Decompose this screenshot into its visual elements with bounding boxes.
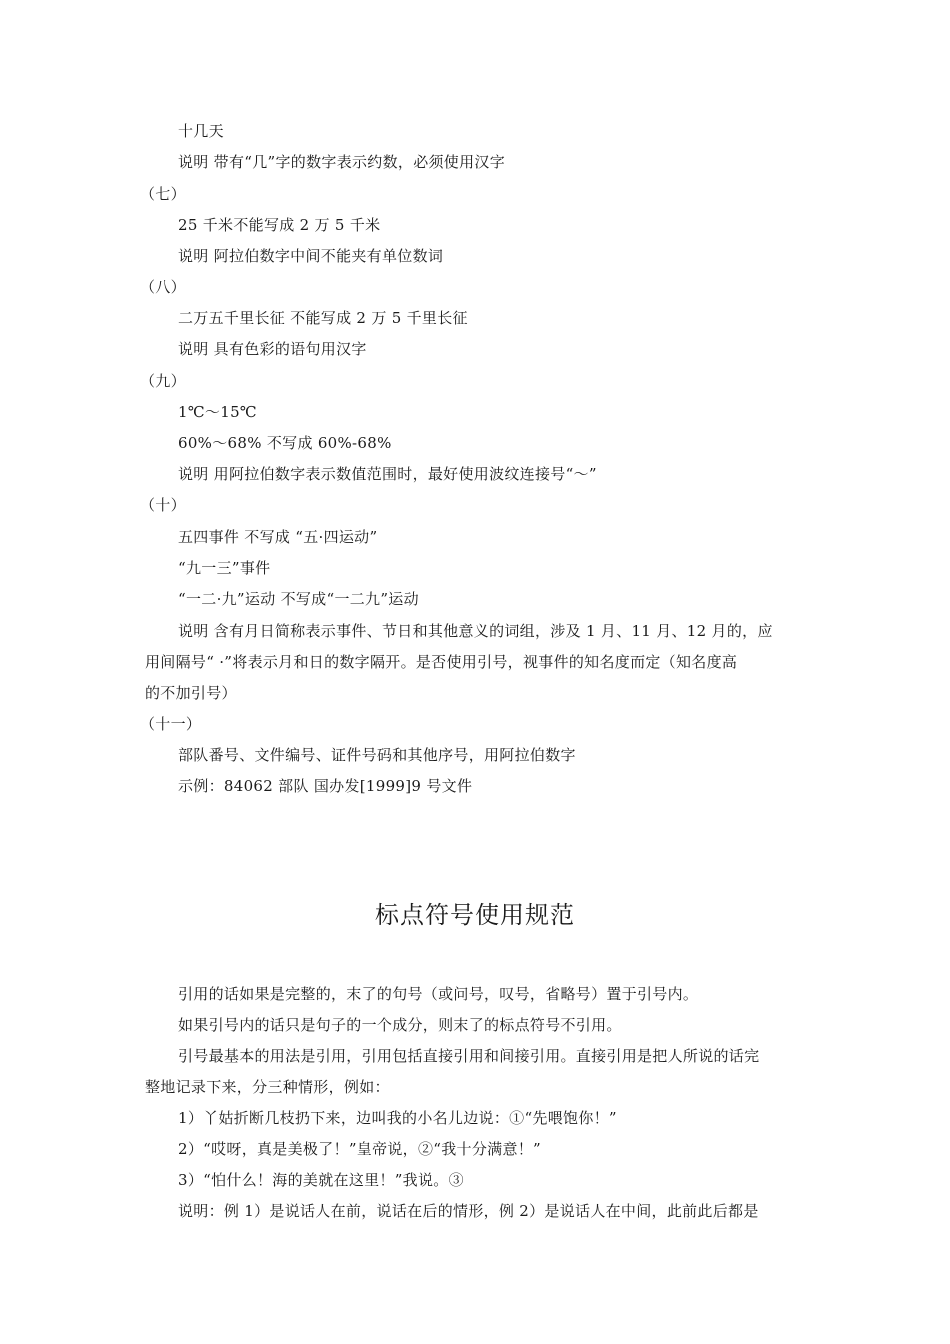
text-line: 25 千米不能写成 2 万 5 千米: [178, 216, 381, 234]
note-line: 用间隔号“ ·”将表示月和日的数字隔开。是否使用引号，视事件的知名度而定（知名度高: [145, 653, 738, 671]
text-line: 整地记录下来，分三种情形，例如：: [145, 1078, 390, 1096]
text-line: 二万五千里长征 不能写成 2 万 5 千里长征: [178, 309, 468, 327]
note-line: 说明 用阿拉伯数字表示数值范围时，最好使用波纹连接号“～”: [178, 465, 597, 483]
note-line: 说明 含有月日简称表示事件、节日和其他意义的词组，涉及 1 月、11 月、12 月的，应: [178, 622, 773, 640]
note-line: 说明 带有“几”字的数字表示约数，必须使用汉字: [178, 153, 506, 171]
note-line: 说明 阿拉伯数字中间不能夹有单位数词: [178, 247, 444, 265]
section-heading: （九）: [140, 372, 186, 390]
example-line: 3）“怕什么！海的美就在这里！”我说。③: [178, 1171, 464, 1189]
section-heading: （七）: [140, 185, 186, 203]
text-line: 60%～68% 不写成 60%-68%: [178, 434, 392, 452]
text-line: 十几天: [178, 122, 224, 140]
text-line: 五四事件 不写成 “五·四运动”: [178, 528, 378, 546]
example-line: 2）“哎呀，真是美极了！”皇帝说，②“我十分满意！”: [178, 1140, 542, 1158]
example-line: 示例：84062 部队 国办发[1999]9 号文件: [178, 777, 473, 795]
note-line: 说明：例 1）是说话人在前，说话在后的情形，例 2）是说话人在中间，此前此后都是: [178, 1202, 759, 1220]
text-line: 引号最基本的用法是引用，引用包括直接引用和间接引用。直接引用是把人所说的话完: [178, 1047, 760, 1065]
note-line: 说明 具有色彩的语句用汉字: [178, 340, 367, 358]
text-line: “九一三”事件: [178, 559, 271, 577]
text-line: 如果引号内的话只是句子的一个成分，则末了的标点符号不引用。: [178, 1016, 622, 1034]
text-line: “一二·九”运动 不写成“一二九”运动: [178, 590, 419, 608]
text-line: 部队番号、文件编号、证件号码和其他序号，用阿拉伯数字: [178, 746, 576, 764]
section-heading: （十）: [140, 496, 186, 514]
text-line: 引用的话如果是完整的，末了的句号（或问号，叹号，省略号）置于引号内。: [178, 985, 699, 1003]
section-title: 标点符号使用规范: [375, 901, 575, 929]
section-heading: （十一）: [140, 715, 202, 733]
example-line: 1）丫姑折断几枝扔下来，边叫我的小名儿边说：①“先喂饱你！”: [178, 1109, 617, 1127]
text-line: 1℃～15℃: [178, 403, 257, 421]
section-heading: （八）: [140, 278, 186, 296]
note-line: 的不加引号）: [145, 684, 237, 702]
